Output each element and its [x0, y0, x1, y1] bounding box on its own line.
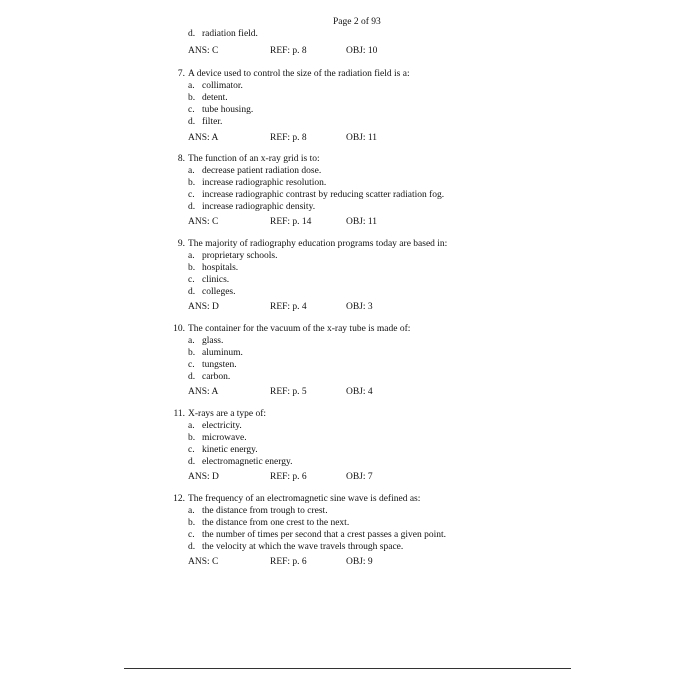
- reference-label: REF: p. 8: [270, 46, 307, 56]
- question-number: 11.: [173, 409, 185, 419]
- answer-label: ANS: A: [188, 387, 219, 397]
- option-b: b. hospitals.: [188, 263, 239, 273]
- answer-label: ANS: D: [188, 472, 219, 482]
- option-a: a. glass.: [188, 336, 224, 346]
- footer-divider: [124, 668, 571, 669]
- question-text: A device used to control the size of the radiation field is a:: [188, 69, 410, 79]
- question-number: 8.: [177, 154, 185, 164]
- page-number: Page 2 of 93: [333, 17, 381, 27]
- option-b: b. the distance from one crest to the next.: [188, 518, 350, 528]
- question-9: [171, 239, 571, 319]
- objective-label: OBJ: 9: [346, 557, 373, 567]
- option-b: b. increase radiographic resolution.: [188, 178, 327, 188]
- question-text: X-rays are a type of:: [188, 409, 267, 419]
- question-number: 10.: [173, 324, 185, 334]
- question-8: [171, 154, 571, 234]
- option-c: c. tube housing.: [188, 105, 254, 115]
- objective-label: OBJ: 7: [346, 472, 373, 482]
- option-d: d. filter.: [188, 117, 223, 127]
- reference-label: REF: p. 5: [270, 387, 307, 397]
- option-a: a. proprietary schools.: [188, 251, 278, 261]
- option-d: d. electromagnetic energy.: [188, 457, 293, 467]
- question-number: 7.: [177, 69, 185, 79]
- option-d: d. colleges.: [188, 287, 236, 297]
- question-10: [171, 324, 571, 404]
- reference-label: REF: p. 8: [270, 133, 307, 143]
- question-number: 9.: [177, 239, 185, 249]
- objective-label: OBJ: 10: [346, 46, 378, 56]
- question-12: [171, 494, 571, 574]
- reference-label: REF: p. 6: [270, 557, 307, 567]
- option-a: a. the distance from trough to crest.: [188, 506, 328, 516]
- option-c: c. increase radiographic contrast by reducing scatter radiation fog.: [188, 190, 445, 200]
- option: d. radiation field.: [188, 29, 258, 39]
- carryover-block: [171, 29, 571, 69]
- objective-label: OBJ: 3: [346, 302, 373, 312]
- option-a: a. collimator.: [188, 81, 243, 91]
- question-text: The function of an x-ray grid is to:: [188, 154, 320, 164]
- option-c: c. kinetic energy.: [188, 445, 258, 455]
- question-text: The container for the vacuum of the x-ray tube is made of:: [188, 324, 411, 334]
- question-7: [171, 69, 571, 149]
- option-a: a. electricity.: [188, 421, 242, 431]
- option-d: d. carbon.: [188, 372, 231, 382]
- question-number: 12.: [173, 494, 185, 504]
- option-c: c. the number of times per second that a crest passes a given point.: [188, 530, 447, 540]
- objective-label: OBJ: 11: [346, 217, 378, 227]
- question-text: The majority of radiography education programs today are based in:: [188, 239, 448, 249]
- answer-label: ANS: D: [188, 302, 219, 312]
- option-d: d. the velocity at which the wave travels through space.: [188, 542, 404, 552]
- answer-label: ANS: A: [188, 133, 219, 143]
- option-c: c. tungsten.: [188, 360, 237, 370]
- answer-label: ANS: C: [188, 557, 219, 567]
- option-b: b. detent.: [188, 93, 228, 103]
- question-11: [171, 409, 571, 489]
- reference-label: REF: p. 14: [270, 217, 312, 227]
- answer-label: ANS: C: [188, 217, 219, 227]
- objective-label: OBJ: 4: [346, 387, 373, 397]
- option-b: b. microwave.: [188, 433, 247, 443]
- reference-label: REF: p. 6: [270, 472, 307, 482]
- option-b: b. aluminum.: [188, 348, 243, 358]
- answer-label: ANS: C: [188, 46, 219, 56]
- option-d: d. increase radiographic density.: [188, 202, 316, 212]
- objective-label: OBJ: 11: [346, 133, 378, 143]
- reference-label: REF: p. 4: [270, 302, 307, 312]
- option-a: a. decrease patient radiation dose.: [188, 166, 322, 176]
- question-text: The frequency of an electromagnetic sine wave is defined as:: [188, 494, 421, 504]
- option-c: c. clinics.: [188, 275, 230, 285]
